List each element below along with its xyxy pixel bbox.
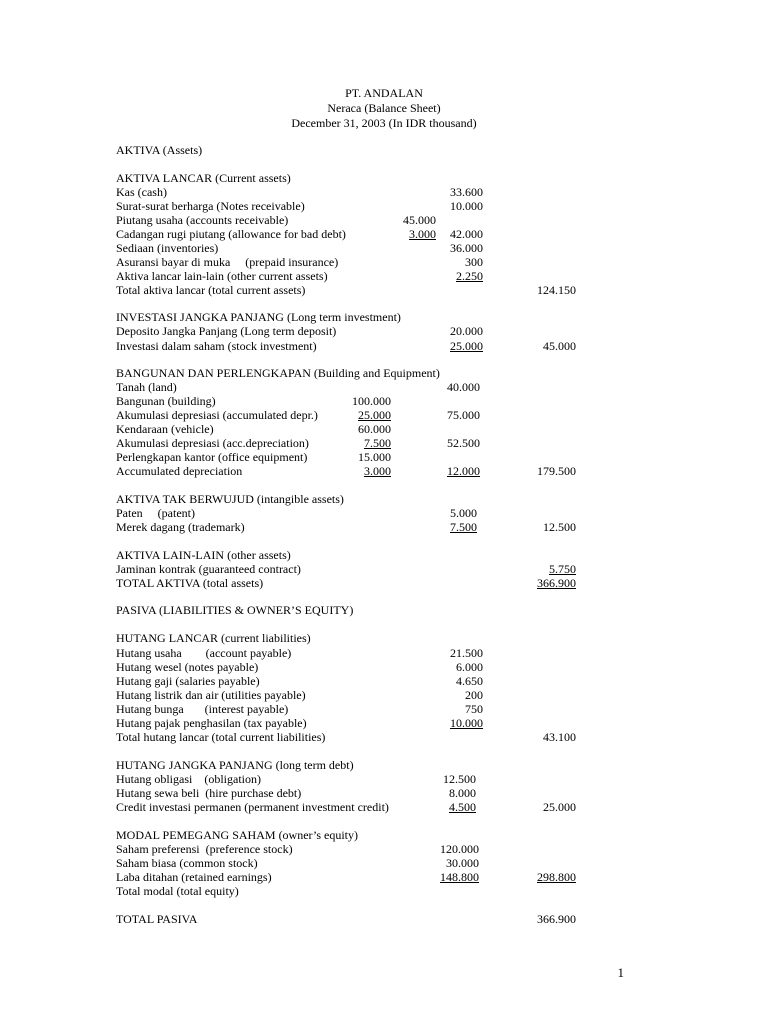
- row-label: Investasi dalam saham (stock investment): [116, 339, 317, 353]
- amount-col3: 12.500: [543, 520, 576, 534]
- company-title: PT. ANDALAN: [345, 86, 423, 100]
- amount-col2: 42.000: [450, 227, 483, 241]
- amount-col2: 30.000: [446, 856, 479, 870]
- amount-col2: 4.650: [456, 674, 483, 688]
- row-label: Credit investasi permanen (permanent investment credit): [116, 800, 389, 814]
- amount-col2: 8.000: [449, 786, 476, 800]
- row-label: Saham biasa (common stock): [116, 856, 258, 870]
- row-label: Hutang obligasi (obligation): [116, 772, 261, 786]
- amount-col2: 33.600: [450, 185, 483, 199]
- amount-col3: 298.800: [537, 870, 576, 884]
- row-label: Hutang gaji (salaries payable): [116, 674, 260, 688]
- date-line: December 31, 2003 (In IDR thousand): [291, 116, 477, 130]
- row-label: Merek dagang (trademark): [116, 520, 245, 534]
- row-label: Hutang wesel (notes payable): [116, 660, 259, 674]
- amount-col1: 25.000: [358, 408, 391, 422]
- row-label: Cadangan rugi piutang (allowance for bad debt): [116, 227, 346, 241]
- row-label: Total aktiva lancar (total current assets): [116, 283, 306, 297]
- amount-col1: 3.000: [364, 464, 391, 478]
- row-label: Deposito Jangka Panjang (Long term deposit): [116, 324, 337, 338]
- row-label: Hutang listrik dan air (utilities payable): [116, 688, 306, 702]
- row-label: Hutang sewa beli (hire purchase debt): [116, 786, 302, 800]
- row-label: Bangunan (building): [116, 394, 216, 408]
- row-label: Accumulated depreciation: [116, 464, 243, 478]
- row-label: Laba ditahan (retained earnings): [116, 870, 272, 884]
- amount-col2: 7.500: [450, 520, 477, 534]
- row-label: Perlengkapan kantor (office equipment): [116, 450, 308, 464]
- amount-col2: 6.000: [456, 660, 483, 674]
- amount-col2: 21.500: [450, 646, 483, 660]
- amount-col3: 179.500: [537, 464, 576, 478]
- amount-col3: 43.100: [543, 730, 576, 744]
- total-pasiva-label: TOTAL PASIVA: [116, 912, 198, 926]
- row-label: Sediaan (inventories): [116, 241, 219, 255]
- total-pasiva-amount: 366.900: [537, 912, 576, 926]
- row-label: Hutang bunga (interest payable): [116, 702, 289, 716]
- amount-col1: 3.000: [409, 227, 436, 241]
- amount-col2: 20.000: [450, 324, 483, 338]
- section-heading: MODAL PEMEGANG SAHAM (owner’s equity): [116, 828, 358, 842]
- section-heading: BANGUNAN DAN PERLENGKAPAN (Building and Equipment): [116, 366, 440, 380]
- section-heading: AKTIVA LANCAR (Current assets): [116, 171, 291, 185]
- amount-col2: 148.800: [440, 870, 479, 884]
- amount-col2: 200: [465, 688, 483, 702]
- row-label: Kas (cash): [116, 185, 167, 199]
- row-label: Tanah (land): [116, 380, 177, 394]
- row-label: Total modal (total equity): [116, 884, 239, 898]
- aktiva-heading: AKTIVA (Assets): [116, 143, 203, 157]
- amount-col2: 12.000: [447, 464, 480, 478]
- amount-col3: 45.000: [543, 339, 576, 353]
- amount-col2: 120.000: [440, 842, 479, 856]
- row-label: Aktiva lancar lain-lain (other current assets): [116, 269, 328, 283]
- row-label: Surat-surat berharga (Notes receivable): [116, 199, 305, 213]
- amount-col1: 7.500: [364, 436, 391, 450]
- row-label: Asuransi bayar di muka (prepaid insurance): [116, 255, 339, 269]
- row-label: TOTAL AKTIVA (total assets): [116, 576, 264, 590]
- amount-col1: 100.000: [352, 394, 391, 408]
- row-label: Jaminan kontrak (guaranteed contract): [116, 562, 301, 576]
- amount-col2: 10.000: [450, 199, 483, 213]
- row-label: Piutang usaha (accounts receivable): [116, 213, 289, 227]
- amount-col2: 36.000: [450, 241, 483, 255]
- row-label: Kendaraan (vehicle): [116, 422, 214, 436]
- document-subtitle: Neraca (Balance Sheet): [327, 101, 441, 115]
- amount-col1: 15.000: [358, 450, 391, 464]
- amount-col1: 45.000: [403, 213, 436, 227]
- amount-col2: 5.000: [450, 506, 477, 520]
- amount-col2: 75.000: [447, 408, 480, 422]
- row-label: Hutang pajak penghasilan (tax payable): [116, 716, 307, 730]
- amount-col2: 300: [465, 255, 483, 269]
- amount-col2: 2.250: [456, 269, 483, 283]
- amount-col2: 25.000: [450, 339, 483, 353]
- section-heading: INVESTASI JANGKA PANJANG (Long term investment): [116, 310, 401, 324]
- amount-col1: 60.000: [358, 422, 391, 436]
- pasiva-heading: PASIVA (LIABILITIES & OWNER’S EQUITY): [116, 603, 354, 617]
- amount-col2: 12.500: [443, 772, 476, 786]
- section-heading: AKTIVA TAK BERWUJUD (intangible assets): [116, 492, 344, 506]
- section-heading: AKTIVA LAIN-LAIN (other assets): [116, 548, 291, 562]
- row-label: Paten (patent): [116, 506, 195, 520]
- amount-col3: 124.150: [537, 283, 576, 297]
- amount-col3: 366.900: [537, 576, 576, 590]
- row-label: Hutang usaha (account payable): [116, 646, 292, 660]
- amount-col2: 750: [465, 702, 483, 716]
- page-number: 1: [617, 965, 624, 980]
- amount-col2: 4.500: [449, 800, 476, 814]
- amount-col3: 25.000: [543, 800, 576, 814]
- amount-col2: 40.000: [447, 380, 480, 394]
- row-label: Akumulasi depresiasi (acc.depreciation): [116, 436, 309, 450]
- amount-col3: 5.750: [549, 562, 576, 576]
- row-label: Total hutang lancar (total current liabilities): [116, 730, 326, 744]
- section-heading: HUTANG JANGKA PANJANG (long term debt): [116, 758, 354, 772]
- amount-col2: 52.500: [447, 436, 480, 450]
- row-label: Akumulasi depresiasi (accumulated depr.): [116, 408, 318, 422]
- row-label: Saham preferensi (preference stock): [116, 842, 293, 856]
- amount-col2: 10.000: [450, 716, 483, 730]
- section-heading: HUTANG LANCAR (current liabilities): [116, 631, 311, 645]
